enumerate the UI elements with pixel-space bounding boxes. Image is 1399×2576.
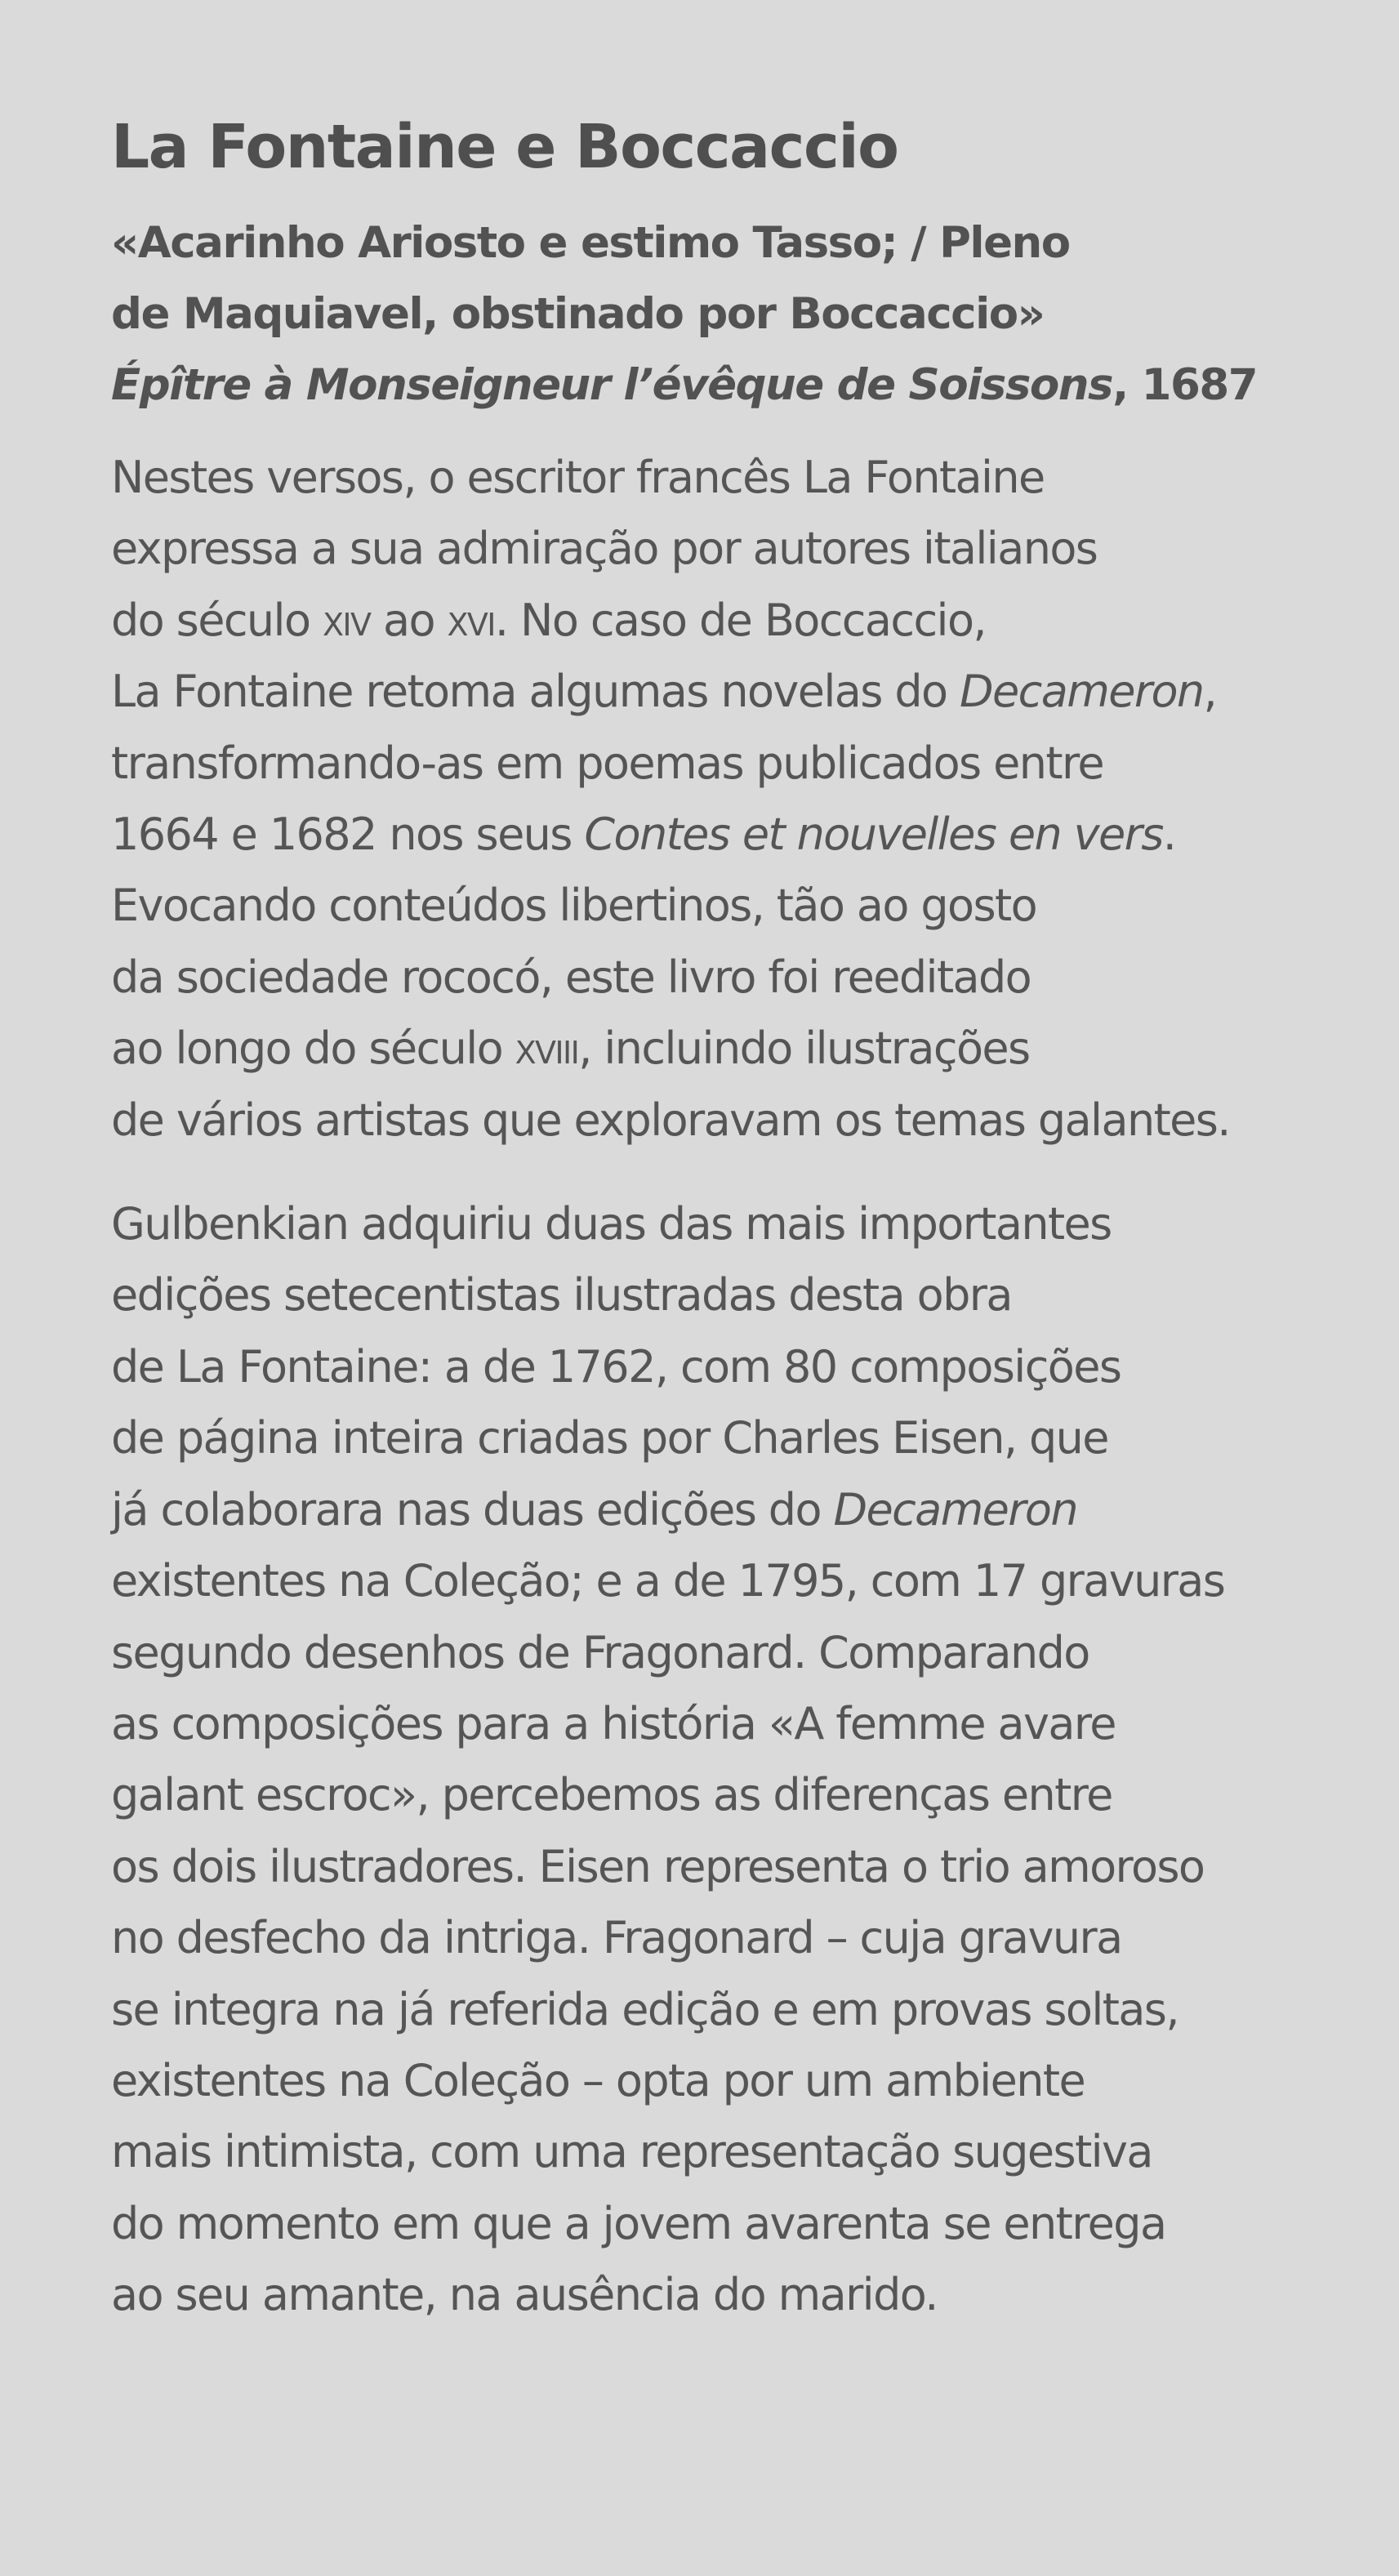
text-line: existentes na Coleção – opta por um ambiente (111, 2054, 1085, 2106)
paragraph-2 (111, 1188, 1399, 2331)
text-line: de vários artistas que exploravam os temas galantes. (111, 1094, 1230, 1146)
text-line: expressa a sua admiração por autores italianos (111, 523, 1098, 575)
text-line: transformando-as em poemas publicados entre (111, 737, 1103, 789)
text-line: Nestes versos, o escritor francês La Fontaine (111, 452, 1045, 503)
paragraph-1 (111, 442, 1399, 1156)
epigraph-quote (111, 207, 1399, 421)
text-line: no desfecho da intriga. Fragonard – cuja gravura (111, 1912, 1122, 1964)
text-line: edições setecentistas ilustradas desta obra (111, 1269, 1012, 1321)
text-line: as composições para a história «A femme avare (111, 1697, 1116, 1749)
text-line: La Fontaine retoma algumas novelas do Decameron, (111, 666, 1217, 718)
roman-numeral: xviii (515, 1023, 579, 1075)
text-line: ao longo do século xviii, incluindo ilustrações (111, 1023, 1030, 1075)
page-title: La Fontaine e Boccaccio (111, 112, 898, 182)
quote-line: «Acarinho Ariosto e estimo Tasso; / Pleno (111, 218, 1070, 268)
text-line: segundo desenhos de Fragonard. Comparando (111, 1626, 1089, 1678)
text-line: 1664 e 1682 nos seus Contes et nouvelles en vers. (111, 809, 1176, 861)
text-line: ao seu amante, na ausência do marido. (111, 2269, 938, 2321)
book-title: Decameron (960, 666, 1204, 718)
book-title: Contes et nouvelles en vers (584, 809, 1163, 861)
quote-line: de Maquiavel, obstinado por Boccaccio» (111, 289, 1045, 339)
quote-source (111, 350, 1399, 421)
text-line: já colaborara nas duas edições do Decameron (111, 1483, 1077, 1535)
book-title: Decameron (833, 1483, 1077, 1535)
roman-numeral: xvi (447, 594, 495, 646)
quote-source-work: Épître à Monseigneur l’évêque de Soissons (111, 360, 1113, 410)
text-line: do século xiv ao xvi. No caso de Boccaccio, (111, 594, 986, 646)
text-line: existentes na Coleção; e a de 1795, com 17 gravuras (111, 1555, 1225, 1607)
text-line: galant escroc», percebemos as diferenças entre (111, 1769, 1112, 1821)
quote-source-year: , 1687 (1112, 360, 1258, 410)
text-line: Evocando conteúdos libertinos, tão ao gosto (111, 880, 1037, 932)
text-line: da sociedade rococó, este livro foi reeditado (111, 951, 1031, 1003)
text-line: Gulbenkian adquiriu duas das mais importantes (111, 1198, 1112, 1250)
text-line: se integra na já referida edição e em provas soltas, (111, 1983, 1178, 2035)
text-line: mais intimista, com uma representação sugestiva (111, 2126, 1152, 2178)
text-line: os dois ilustradores. Eisen representa o trio amoroso (111, 1840, 1205, 1892)
text-line: de La Fontaine: a de 1762, com 80 composições (111, 1340, 1121, 1393)
text-line: de página inteira criadas por Charles Eisen, que (111, 1412, 1108, 1464)
text-line: do momento em que a jovem avarenta se entrega (111, 2197, 1166, 2249)
roman-numeral: xiv (322, 594, 371, 646)
